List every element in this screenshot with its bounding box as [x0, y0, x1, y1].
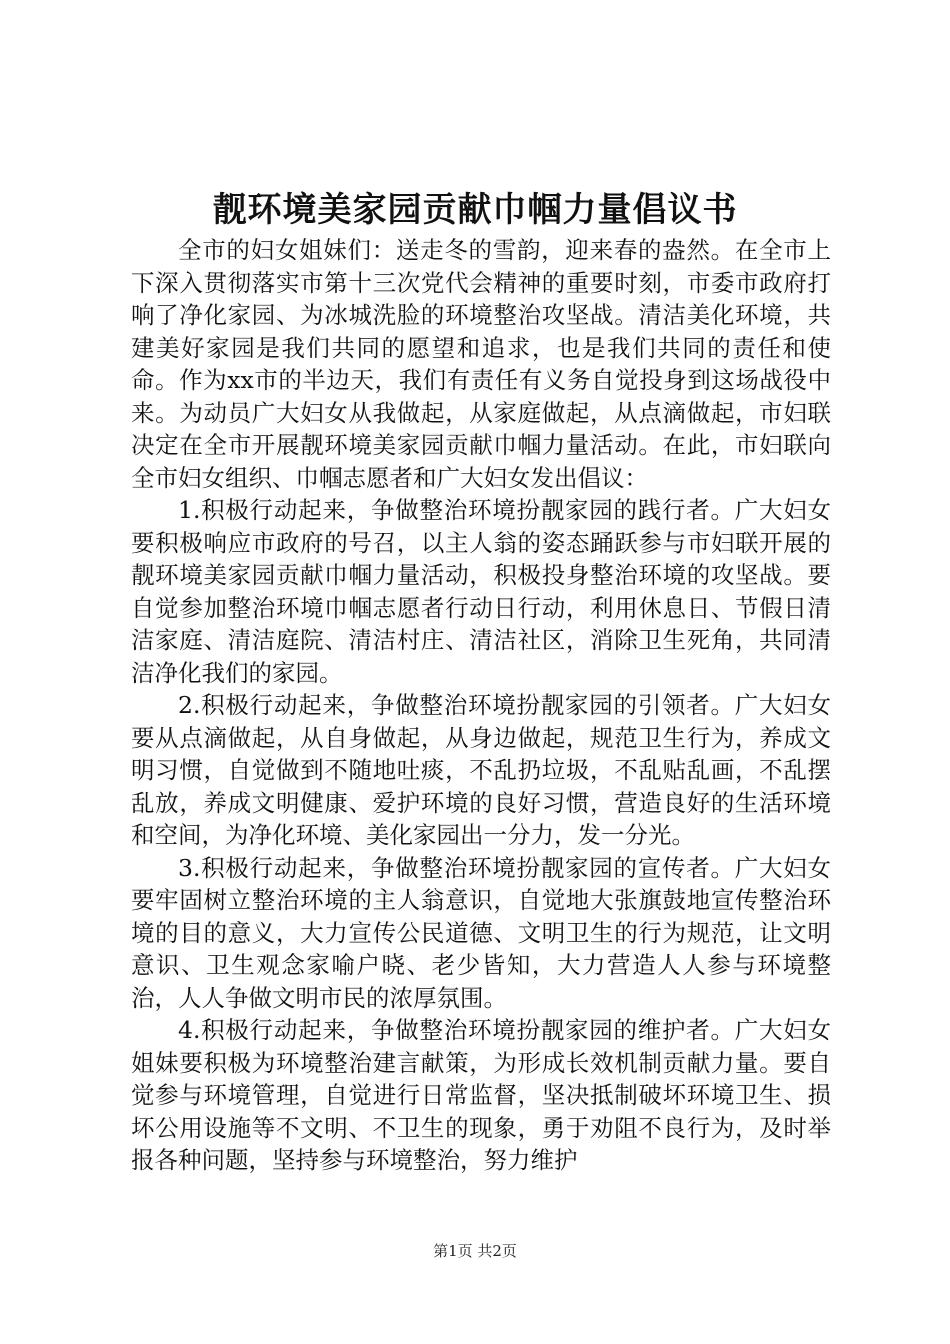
proposal-paragraph-4: 4.积极行动起来，争做整治环境扮靓家园的维护者。广大妇女姐妹要积极为环境整治建言献策，为形成长效机制贡献力量。要自觉参与环境管理，自觉进行日常监督，坚决抵制破坏环境卫生、损坏公用设施等不文明、不卫生的现象，勇于劝阻不良行为，及时举报各种问题，坚持参与环境整治，努力维护 [131, 1016, 831, 1174]
page-footer [0, 1240, 950, 1262]
proposal-paragraph-3: 3.积极行动起来，争做整治环境扮靓家园的宣传者。广大妇女要牢固树立整治环境的主人翁意识，自觉地大张旗鼓地宣传整治环境的目的意义，大力宣传公民道德、文明卫生的行为规范，让文明意识、卫生观念家喻户晓、老少皆知，大力营造人人参与环境整治，人人争做文明市民的浓厚氛围。 [131, 853, 831, 1012]
page-number: 第1页 共2页 [433, 1242, 517, 1260]
proposal-paragraph-1: 1.积极行动起来，争做整治环境扮靓家园的践行者。广大妇女要积极响应市政府的号召，以主人翁的姿态踊跃参与市妇联开展的靓环境美家园贡献巾帼力量活动，积极投身整治环境的攻坚战。要自觉参加整治环境巾帼志愿者行动日行动，利用休息日、节假日清洁家庭、清洁庭院、清洁村庄、清洁社区，消除卫生死角，共同清洁净化我们的家园。 [131, 496, 831, 687]
proposal-paragraph-2: 2.积极行动起来，争做整治环境扮靓家园的引领者。广大妇女要从点滴做起，从自身做起，从身边做起，规范卫生行为，养成文明习惯，自觉做到不随地吐痰，不乱扔垃圾，不乱贴乱画，不乱摆乱放，养成文明健康、爱护环境的良好习惯，营造良好的生活环境和空间，为净化环境、美化家园出一分力，发一分光。 [131, 691, 831, 849]
document-title: 靓环境美家园贡献巾帼力量倡议书 [212, 190, 738, 230]
document-body [131, 234, 831, 1177]
intro-paragraph: 全市的妇女姐妹们：送走冬的雪韵，迎来春的盎然。在全市上下深入贯彻落实市第十三次党代会精神的重要时刻，市委市政府打响了净化家园、为冰城洗脸的环境整治攻坚战。清洁美化环境，共建美好家园是我们共同的愿望和追求，也是我们共同的责任和使命。作为xx市的半边天，我们有责任有义务自觉投身到这场战役中来。为动员广大妇女从我做起，从家庭做起，从点滴做起，市妇联决定在全市开展靓环境美家园贡献巾帼力量活动。在此，市妇联向全市妇女组织、巾帼志愿者和广大妇女发出倡议： [131, 236, 831, 492]
